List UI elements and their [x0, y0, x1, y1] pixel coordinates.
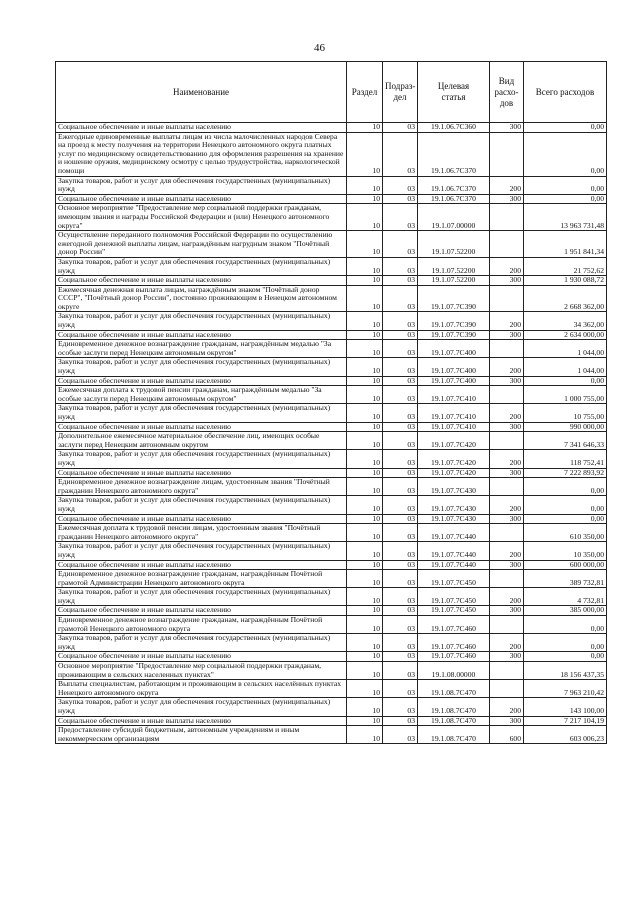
cell-total: 0,00 [524, 652, 607, 662]
cell-name: Социальное обеспечение и иные выплаты населению [56, 276, 347, 286]
cell-subsection: 03 [383, 123, 418, 133]
cell-name: Закупка товаров, работ и услуг для обеспечения государственных (муниципальных) нужд [56, 588, 347, 606]
cell-name: Единовременное денежное вознаграждение гражданам, награждённым медалью "За особые заслуги перед Ненецким автономным округом" [56, 340, 347, 358]
header-kind: Вид расхо- дов [490, 62, 524, 123]
cell-section: 10 [347, 194, 383, 204]
cell-name: Социальное обеспечение и иные выплаты населению [56, 652, 347, 662]
cell-kind: 200 [490, 634, 524, 652]
cell-kind [490, 524, 524, 542]
cell-name: Социальное обеспечение и иные выплаты населению [56, 330, 347, 340]
cell-name: Ежегодные единовременные выплаты лицам из числа малочисленных народов Севера на проезд к месту получения на территории Ненецкого автономного округа платных услуг по медицинскому освидетельствованию для оформления разрешения на хранение и ношение оружия, медицинскому осмотру с целью трудоустройства, наркологической помощи [56, 132, 347, 176]
cell-subsection: 03 [383, 716, 418, 726]
cell-total: 0,00 [524, 616, 607, 634]
table-row [56, 616, 607, 634]
cell-name: Основное мероприятие "Предоставление мер социальной поддержки гражданам, имеющим звания и награды Российской Федерации и (или) Ненецкого автономного округа" [56, 204, 347, 231]
cell-target: 19.1.08.7С470 [418, 680, 490, 698]
cell-total: 1 044,00 [524, 340, 607, 358]
cell-total: 21 752,62 [524, 257, 607, 275]
cell-section: 10 [347, 330, 383, 340]
cell-name: Закупка товаров, работ и услуг для обеспечения государственных (муниципальных) нужд [56, 634, 347, 652]
cell-kind: 200 [490, 176, 524, 194]
table-row [56, 257, 607, 275]
table-row [56, 560, 607, 570]
cell-target: 19.1.07.7С440 [418, 524, 490, 542]
cell-kind: 200 [490, 257, 524, 275]
cell-name: Закупка товаров, работ и услуг для обеспечения государственных (муниципальных) нужд [56, 404, 347, 422]
cell-total: 1 930 088,72 [524, 276, 607, 286]
cell-target: 19.1.07.7С420 [418, 432, 490, 450]
cell-subsection: 03 [383, 698, 418, 716]
cell-total: 600 000,00 [524, 560, 607, 570]
cell-subsection: 03 [383, 726, 418, 744]
cell-kind [490, 680, 524, 698]
cell-name: Закупка товаров, работ и услуг для обеспечения государственных (муниципальных) нужд [56, 358, 347, 376]
cell-kind: 300 [490, 376, 524, 386]
table-row [56, 123, 607, 133]
cell-total: 0,00 [524, 176, 607, 194]
cell-subsection: 03 [383, 194, 418, 204]
cell-total: 603 006,23 [524, 726, 607, 744]
cell-total: 34 362,00 [524, 312, 607, 330]
cell-total: 0,00 [524, 478, 607, 496]
cell-total: 0,00 [524, 514, 607, 524]
cell-name: Ежемесячная доплата к трудовой пенсии лицам, удостоенным звания "Почётный гражданин Ненецкого автономного округа" [56, 524, 347, 542]
cell-section: 10 [347, 204, 383, 231]
cell-target: 19.1.07.7С430 [418, 496, 490, 514]
cell-kind: 300 [490, 606, 524, 616]
table-row [56, 496, 607, 514]
cell-total: 0,00 [524, 496, 607, 514]
cell-section: 10 [347, 176, 383, 194]
cell-total: 143 100,00 [524, 698, 607, 716]
cell-subsection: 03 [383, 340, 418, 358]
table-row [56, 330, 607, 340]
table-row [56, 432, 607, 450]
cell-total: 7 963 210,42 [524, 680, 607, 698]
cell-target: 19.1.07.7С390 [418, 285, 490, 312]
cell-name: Основное мероприятие "Предоставление мер социальной поддержки гражданам, проживающим в сельских населенных пунктах" [56, 662, 347, 680]
cell-subsection: 03 [383, 285, 418, 312]
cell-total: 10 350,00 [524, 542, 607, 560]
cell-name: Предоставление субсидий бюджетным, автономным учреждениям и иным некоммерческим организациям [56, 726, 347, 744]
cell-target: 19.1.07.52200 [418, 231, 490, 258]
cell-kind [490, 386, 524, 404]
cell-section: 10 [347, 588, 383, 606]
cell-total: 4 732,81 [524, 588, 607, 606]
cell-target: 19.1.06.7С370 [418, 176, 490, 194]
cell-kind: 300 [490, 330, 524, 340]
cell-total: 389 732,81 [524, 570, 607, 588]
cell-target: 19.1.07.7С410 [418, 404, 490, 422]
cell-target: 19.1.07.52200 [418, 257, 490, 275]
cell-section: 10 [347, 698, 383, 716]
cell-subsection: 03 [383, 432, 418, 450]
table-row [56, 194, 607, 204]
table-row [56, 358, 607, 376]
cell-name: Социальное обеспечение и иные выплаты населению [56, 194, 347, 204]
cell-kind [490, 616, 524, 634]
cell-target: 19.1.07.7С420 [418, 468, 490, 478]
cell-target: 19.1.07.7С460 [418, 652, 490, 662]
cell-section: 10 [347, 358, 383, 376]
cell-target: 19.1.07.7С430 [418, 478, 490, 496]
cell-subsection: 03 [383, 358, 418, 376]
cell-kind: 300 [490, 194, 524, 204]
cell-total: 1 000 755,00 [524, 386, 607, 404]
cell-section: 10 [347, 468, 383, 478]
cell-subsection: 03 [383, 496, 418, 514]
table-row [56, 376, 607, 386]
cell-total: 1 951 841,34 [524, 231, 607, 258]
cell-name: Выплаты специалистам, работающим и проживающим в сельских населённых пунктах Ненецкого автономного округа [56, 680, 347, 698]
header-target: Целевая статья [418, 62, 490, 123]
cell-name: Социальное обеспечение и иные выплаты населению [56, 514, 347, 524]
cell-section: 10 [347, 132, 383, 176]
cell-target: 19.1.08.7С470 [418, 698, 490, 716]
cell-total: 118 752,41 [524, 450, 607, 468]
cell-total: 0,00 [524, 376, 607, 386]
table-row [56, 312, 607, 330]
cell-name: Социальное обеспечение и иные выплаты населению [56, 376, 347, 386]
table-row [56, 652, 607, 662]
cell-kind [490, 478, 524, 496]
cell-name: Социальное обеспечение и иные выплаты населению [56, 716, 347, 726]
cell-kind [490, 231, 524, 258]
cell-kind [490, 432, 524, 450]
cell-subsection: 03 [383, 478, 418, 496]
cell-section: 10 [347, 560, 383, 570]
cell-target: 19.1.07.7С450 [418, 570, 490, 588]
cell-total: 1 044,00 [524, 358, 607, 376]
cell-kind: 200 [490, 588, 524, 606]
table-body [56, 123, 607, 744]
table-row [56, 478, 607, 496]
cell-subsection: 03 [383, 257, 418, 275]
cell-target: 19.1.06.7С370 [418, 194, 490, 204]
cell-section: 10 [347, 606, 383, 616]
cell-total: 2 634 000,00 [524, 330, 607, 340]
cell-kind: 300 [490, 123, 524, 133]
cell-subsection: 03 [383, 680, 418, 698]
table-header [56, 62, 607, 123]
table-row [56, 726, 607, 744]
table-row [56, 386, 607, 404]
cell-section: 10 [347, 616, 383, 634]
cell-section: 10 [347, 312, 383, 330]
table-row [56, 468, 607, 478]
cell-name: Единовременное денежное вознаграждение лицам, удостоенным звания "Почётный гражданин Ненецкого автономного округа" [56, 478, 347, 496]
cell-target: 19.1.07.7С450 [418, 588, 490, 606]
cell-total: 7 222 893,92 [524, 468, 607, 478]
cell-kind: 600 [490, 726, 524, 744]
cell-name: Единовременное денежное вознаграждение гражданам, награждённым Почётной грамотой Администрации Ненецкого автономного округа [56, 570, 347, 588]
cell-target: 19.1.07.7С440 [418, 560, 490, 570]
cell-target: 19.1.08.7С470 [418, 716, 490, 726]
cell-subsection: 03 [383, 312, 418, 330]
table-row [56, 588, 607, 606]
cell-section: 10 [347, 404, 383, 422]
cell-target: 19.1.07.7С460 [418, 616, 490, 634]
cell-total: 385 000,00 [524, 606, 607, 616]
cell-subsection: 03 [383, 404, 418, 422]
cell-section: 10 [347, 514, 383, 524]
cell-section: 10 [347, 450, 383, 468]
cell-target: 19.1.07.7С400 [418, 358, 490, 376]
cell-total: 610 350,00 [524, 524, 607, 542]
cell-name: Социальное обеспечение и иные выплаты населению [56, 422, 347, 432]
header-subsection: Подраз- дел [383, 62, 418, 123]
cell-section: 10 [347, 285, 383, 312]
cell-target: 19.1.07.7С410 [418, 386, 490, 404]
cell-total: 2 668 362,00 [524, 285, 607, 312]
header-section: Раздел [347, 62, 383, 123]
cell-subsection: 03 [383, 422, 418, 432]
cell-name: Социальное обеспечение и иные выплаты населению [56, 468, 347, 478]
cell-subsection: 03 [383, 468, 418, 478]
cell-name: Социальное обеспечение и иные выплаты населению [56, 606, 347, 616]
cell-section: 10 [347, 524, 383, 542]
cell-name: Осуществление переданного полномочия Российской Федерации по осуществлению ежегодной денежной выплаты лицам, награждённым нагрудным знаком "Почётный донор России" [56, 231, 347, 258]
cell-total: 7 341 646,33 [524, 432, 607, 450]
cell-subsection: 03 [383, 662, 418, 680]
cell-subsection: 03 [383, 514, 418, 524]
table-row [56, 698, 607, 716]
cell-target: 19.1.07.7С430 [418, 514, 490, 524]
cell-kind: 200 [490, 312, 524, 330]
cell-name: Закупка товаров, работ и услуг для обеспечения государственных (муниципальных) нужд [56, 698, 347, 716]
table-row [56, 716, 607, 726]
cell-name: Социальное обеспечение и иные выплаты населению [56, 560, 347, 570]
cell-target: 19.1.06.7С360 [418, 123, 490, 133]
cell-target: 19.1.07.7С400 [418, 340, 490, 358]
cell-section: 10 [347, 662, 383, 680]
cell-kind: 200 [490, 542, 524, 560]
cell-kind: 300 [490, 716, 524, 726]
table-row [56, 231, 607, 258]
cell-name: Закупка товаров, работ и услуг для обеспечения государственных (муниципальных) нужд [56, 176, 347, 194]
cell-target: 19.1.08.7С470 [418, 726, 490, 744]
cell-target: 19.1.07.7С400 [418, 376, 490, 386]
table-row [56, 285, 607, 312]
cell-kind [490, 662, 524, 680]
cell-subsection: 03 [383, 634, 418, 652]
cell-subsection: 03 [383, 176, 418, 194]
cell-kind [490, 285, 524, 312]
cell-section: 10 [347, 726, 383, 744]
cell-target: 19.1.07.7С420 [418, 450, 490, 468]
cell-kind: 200 [490, 404, 524, 422]
table-row [56, 340, 607, 358]
cell-section: 10 [347, 257, 383, 275]
cell-name: Закупка товаров, работ и услуг для обеспечения государственных (муниципальных) нужд [56, 312, 347, 330]
table-row [56, 662, 607, 680]
table-row [56, 450, 607, 468]
cell-subsection: 03 [383, 524, 418, 542]
cell-name: Ежемесячная денежная выплата лицам, награждённым знаком "Почётный донор СССР", "Почётный донор России", постоянно проживающим в Ненецком автономном округе [56, 285, 347, 312]
table-row [56, 680, 607, 698]
cell-section: 10 [347, 542, 383, 560]
budget-table [55, 61, 607, 744]
cell-kind [490, 204, 524, 231]
table-row [56, 422, 607, 432]
cell-subsection: 03 [383, 560, 418, 570]
cell-section: 10 [347, 496, 383, 514]
cell-section: 10 [347, 376, 383, 386]
cell-target: 19.1.07.7С440 [418, 542, 490, 560]
cell-name: Ежемесячная доплата к трудовой пенсии гражданам, награждённым медалью "За особые заслуги перед Ненецким автономным округом" [56, 386, 347, 404]
page-number: 46 [314, 42, 325, 54]
cell-total: 0,00 [524, 123, 607, 133]
cell-section: 10 [347, 386, 383, 404]
cell-kind: 300 [490, 468, 524, 478]
cell-subsection: 03 [383, 450, 418, 468]
cell-name: Закупка товаров, работ и услуг для обеспечения государственных (муниципальных) нужд [56, 542, 347, 560]
cell-section: 10 [347, 634, 383, 652]
cell-total: 10 755,00 [524, 404, 607, 422]
cell-kind: 300 [490, 422, 524, 432]
cell-section: 10 [347, 276, 383, 286]
cell-target: 19.1.08.00000 [418, 662, 490, 680]
table-row [56, 132, 607, 176]
cell-kind: 200 [490, 450, 524, 468]
table-row [56, 634, 607, 652]
table-row [56, 404, 607, 422]
cell-total: 0,00 [524, 634, 607, 652]
cell-section: 10 [347, 432, 383, 450]
cell-subsection: 03 [383, 276, 418, 286]
table-row [56, 204, 607, 231]
cell-section: 10 [347, 422, 383, 432]
cell-subsection: 03 [383, 386, 418, 404]
header-total: Всего расходов [524, 62, 607, 123]
cell-section: 10 [347, 340, 383, 358]
cell-kind: 300 [490, 514, 524, 524]
cell-kind [490, 570, 524, 588]
cell-total: 18 156 437,35 [524, 662, 607, 680]
cell-target: 19.1.07.7С460 [418, 634, 490, 652]
cell-section: 10 [347, 570, 383, 588]
table-row [56, 542, 607, 560]
cell-section: 10 [347, 680, 383, 698]
cell-name: Единовременное денежное вознаграждение гражданам, награждённым Почётной грамотой Ненецкого автономного округа [56, 616, 347, 634]
cell-target: 19.1.07.7С410 [418, 422, 490, 432]
cell-total: 990 000,00 [524, 422, 607, 432]
cell-subsection: 03 [383, 132, 418, 176]
cell-subsection: 03 [383, 570, 418, 588]
cell-target: 19.1.07.52200 [418, 276, 490, 286]
table-row [56, 606, 607, 616]
cell-section: 10 [347, 123, 383, 133]
cell-section: 10 [347, 716, 383, 726]
cell-subsection: 03 [383, 231, 418, 258]
cell-kind: 300 [490, 560, 524, 570]
cell-name: Закупка товаров, работ и услуг для обеспечения государственных (муниципальных) нужд [56, 450, 347, 468]
cell-section: 10 [347, 652, 383, 662]
cell-section: 10 [347, 231, 383, 258]
cell-target: 19.1.07.7С390 [418, 330, 490, 340]
cell-subsection: 03 [383, 616, 418, 634]
cell-section: 10 [347, 478, 383, 496]
cell-subsection: 03 [383, 652, 418, 662]
cell-name: Социальное обеспечение и иные выплаты населению [56, 123, 347, 133]
cell-target: 19.1.07.00000 [418, 204, 490, 231]
cell-name: Закупка товаров, работ и услуг для обеспечения государственных (муниципальных) нужд [56, 257, 347, 275]
cell-kind: 300 [490, 276, 524, 286]
header-row [56, 62, 607, 123]
cell-kind [490, 132, 524, 176]
cell-kind: 200 [490, 698, 524, 716]
cell-target: 19.1.07.7С390 [418, 312, 490, 330]
table-row [56, 176, 607, 194]
cell-kind: 300 [490, 652, 524, 662]
cell-subsection: 03 [383, 606, 418, 616]
cell-subsection: 03 [383, 204, 418, 231]
cell-subsection: 03 [383, 542, 418, 560]
cell-kind [490, 340, 524, 358]
header-name: Наименование [56, 62, 347, 123]
cell-subsection: 03 [383, 376, 418, 386]
cell-kind: 200 [490, 358, 524, 376]
cell-subsection: 03 [383, 330, 418, 340]
cell-target: 19.1.07.7С450 [418, 606, 490, 616]
table-row [56, 524, 607, 542]
cell-total: 0,00 [524, 194, 607, 204]
cell-total: 0,00 [524, 132, 607, 176]
cell-kind: 200 [490, 496, 524, 514]
cell-subsection: 03 [383, 588, 418, 606]
table-row [56, 570, 607, 588]
table-row [56, 514, 607, 524]
cell-name: Дополнительное ежемесячное материальное обеспечение лиц, имеющих особые заслуги перед Ненецким автономным округом [56, 432, 347, 450]
cell-total: 13 963 731,48 [524, 204, 607, 231]
table-row [56, 276, 607, 286]
cell-target: 19.1.06.7С370 [418, 132, 490, 176]
cell-total: 7 217 104,19 [524, 716, 607, 726]
cell-name: Закупка товаров, работ и услуг для обеспечения государственных (муниципальных) нужд [56, 496, 347, 514]
